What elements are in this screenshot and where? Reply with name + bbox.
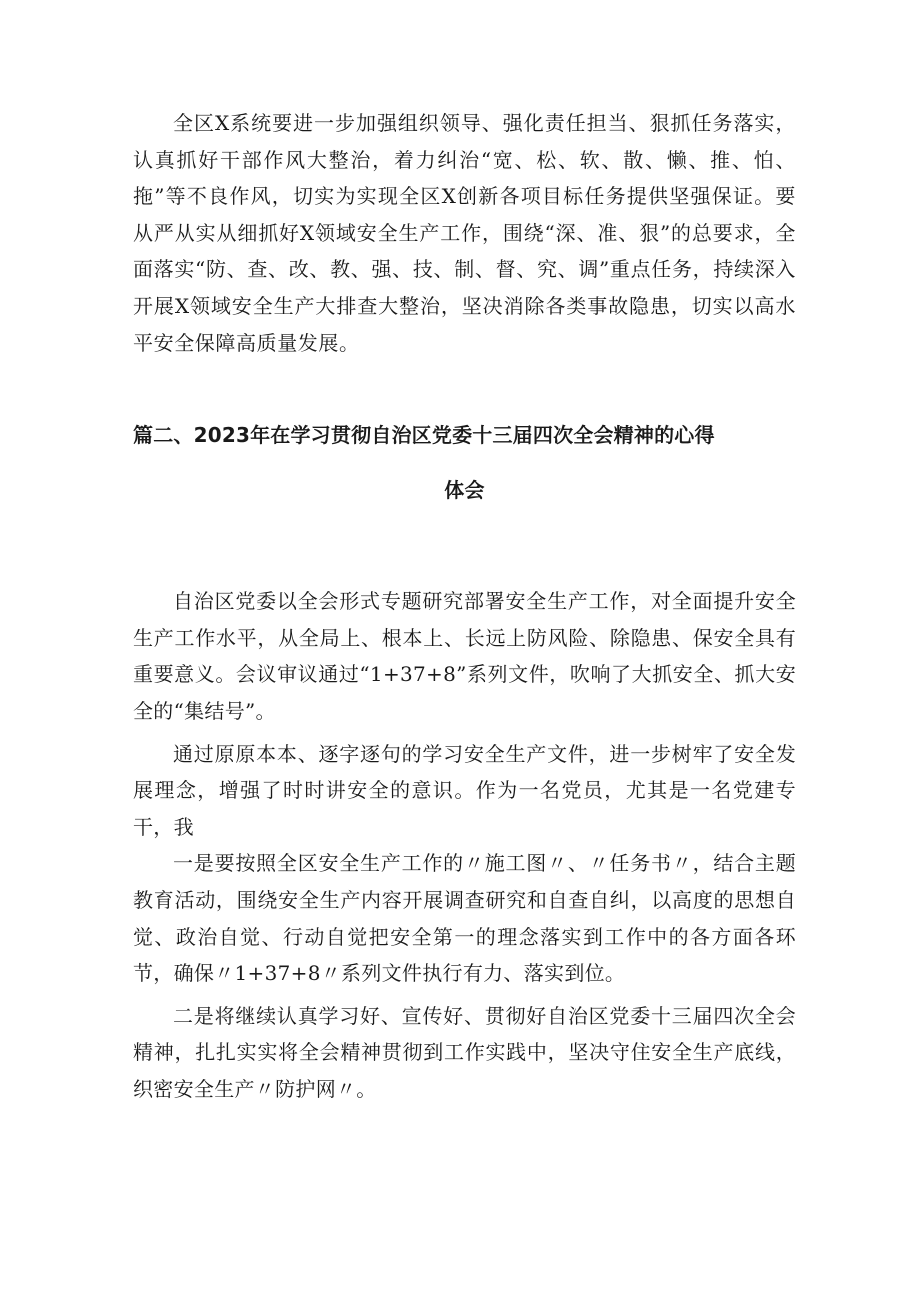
paragraph-3: 通过原原本本、逐字逐句的学习安全生产文件，进一步树牢了安全发展理念，增强了时时讲安全的意识。作为一名党员，尤其是一名党建专干，我 bbox=[133, 741, 796, 839]
paragraph-2: 自治区党委以全会形式专题研究部署安全生产工作，对全面提升安全生产工作水平，从全局上、根本上、长远上防风险、除隐患、保安全具有重要意义。会议审议通过“1+37+8”系列文件，吹响了大抓安全、抓大安全的“集结号”。 bbox=[133, 589, 796, 723]
document-page bbox=[133, 105, 796, 1107]
heading-line-1: 篇二、2023年在学习贯彻自治区党委十三届四次全会精神的心得 bbox=[133, 423, 715, 448]
paragraph-1: 全区X系统要进一步加强组织领导、强化责任担当、狠抓任务落实，认真抓好干部作风大整治，着力纠治“宽、松、软、散、懒、推、怕、拖”等不良作风，切实为实现全区X创新各项目标任务提供坚强保证。要从严从实从细抓好X领域安全生产工作，围绕“深、准、狠”的总要求，全面落实“防、查、改、教、强、技、制、督、究、调”重点任务，持续深入开展X领域安全生产大排查大整治，坚决消除各类事故隐患，切实以高水平安全保障高质量发展。 bbox=[133, 111, 796, 355]
spacer bbox=[133, 361, 796, 408]
paragraph-4: 一是要按照全区安全生产工作的〃施工图〃、〃任务书〃，结合主题教育活动，围绕安全生产内容开展调查研究和自查自纠，以高度的思想自觉、政治自觉、行动自觉把安全第一的理念落实到工作中的各方面各环节，确保〃1+37+8〃系列文件执行有力、落实到位。 bbox=[133, 851, 796, 986]
section-heading bbox=[133, 408, 796, 518]
spacer bbox=[133, 518, 796, 583]
heading-line-2: 体会 bbox=[444, 478, 485, 503]
paragraph-5: 二是将继续认真学习好、宣传好、贯彻好自治区党委十三届四次全会精神，扎扎实实将全会精神贯彻到工作实践中，坚决守住安全生产底线，织密安全生产〃防护网〃。 bbox=[133, 1003, 796, 1101]
